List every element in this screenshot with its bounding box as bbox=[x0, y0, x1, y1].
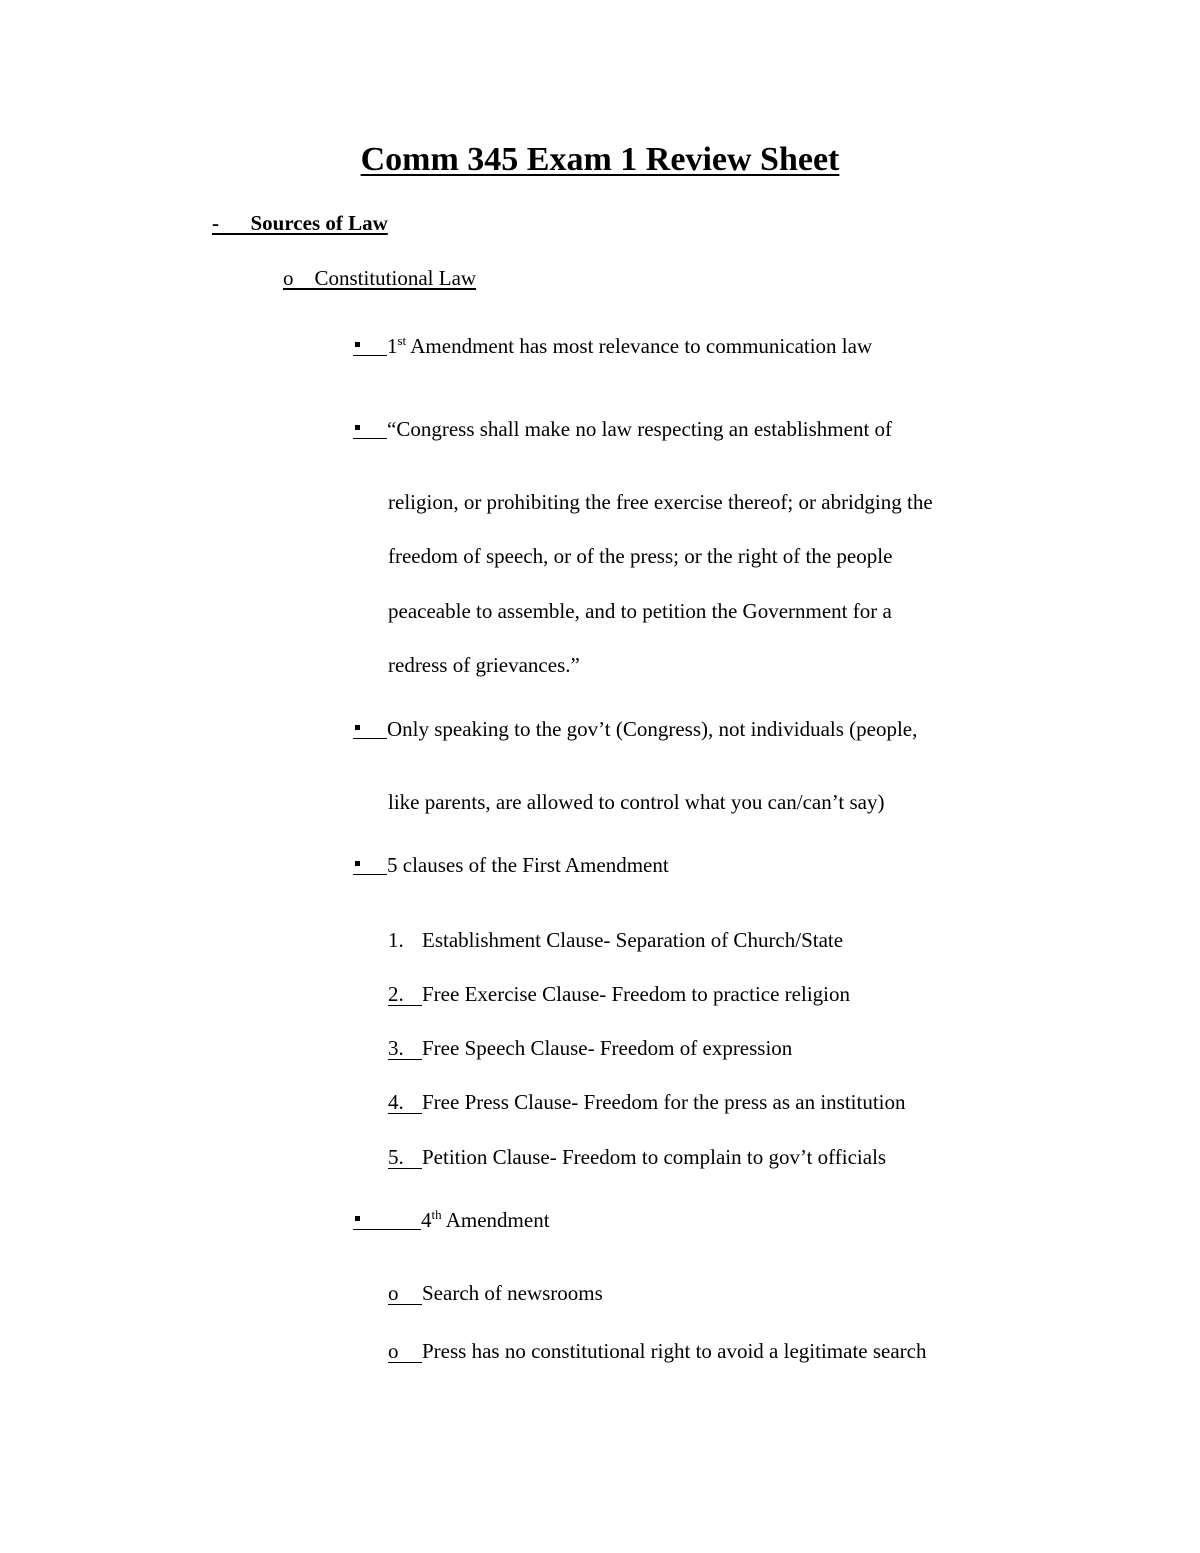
bullet-ordinal: 1 bbox=[387, 334, 398, 358]
sub-list-item-text: Search of newsrooms bbox=[422, 1281, 603, 1305]
subheading-label: Constitutional Law bbox=[314, 266, 477, 290]
heading-label: Sources of Law bbox=[250, 211, 388, 235]
page-title bbox=[0, 140, 1200, 180]
circle-bullet-marker: o bbox=[388, 1340, 422, 1363]
square-bullet-icon bbox=[353, 416, 387, 439]
list-item bbox=[388, 1090, 906, 1114]
bullet-item bbox=[353, 416, 892, 441]
sub-list-item-text: Press has no constitutional right to avoid a legitimate search bbox=[422, 1339, 927, 1363]
page-title-text: Comm 345 Exam 1 Review Sheet bbox=[360, 141, 840, 178]
list-number: 2. bbox=[388, 983, 422, 1006]
bullet-ordinal: 4 bbox=[421, 1208, 432, 1232]
bullet-item bbox=[353, 852, 669, 877]
bullet-continuation-line: like parents, are allowed to control what you can/can’t say) bbox=[388, 790, 885, 814]
list-item-text: Free Speech Clause- Freedom of expression bbox=[422, 1036, 793, 1060]
list-number: 3. bbox=[388, 1037, 422, 1060]
bullet-continuation-line: redress of grievances.” bbox=[388, 653, 580, 677]
circle-bullet-marker: o bbox=[388, 1282, 422, 1305]
bullet-continuation-line: religion, or prohibiting the free exercise thereof; or abridging the bbox=[388, 490, 933, 514]
list-item bbox=[388, 1145, 886, 1169]
sub-list-item bbox=[388, 1281, 603, 1305]
list-item bbox=[388, 1036, 792, 1060]
bullet-text: Amendment has most relevance to communication law bbox=[406, 334, 873, 358]
list-item-text: Establishment Clause- Separation of Church/State bbox=[422, 928, 844, 952]
subheading bbox=[283, 266, 476, 290]
bullet-text: 5 clauses of the First Amendment bbox=[387, 853, 669, 877]
heading-marker: - bbox=[212, 211, 219, 235]
section-heading bbox=[212, 211, 388, 235]
list-number: 5. bbox=[388, 1146, 422, 1169]
square-bullet-icon bbox=[353, 716, 387, 739]
list-number: 4. bbox=[388, 1091, 422, 1114]
bullet-text-line: “Congress shall make no law respecting an establishment of bbox=[387, 417, 893, 441]
square-bullet-icon bbox=[353, 852, 387, 875]
heading-marker-gap bbox=[219, 211, 251, 235]
bullet-continuation-line: freedom of speech, or of the press; or the right of the people bbox=[388, 544, 893, 568]
bullet-item bbox=[353, 1207, 550, 1232]
subheading-marker: o bbox=[283, 266, 294, 290]
list-item-text: Free Press Clause- Freedom for the press as an institution bbox=[422, 1090, 906, 1114]
list-item bbox=[388, 982, 850, 1006]
list-item-text: Petition Clause- Freedom to complain to gov’t officials bbox=[422, 1145, 887, 1169]
bullet-ordinal-suffix: th bbox=[431, 1207, 442, 1222]
bullet-text-line: Only speaking to the gov’t (Congress), not individuals (people, bbox=[387, 717, 918, 741]
bullet-ordinal-suffix: st bbox=[397, 333, 407, 348]
bullet-item bbox=[353, 716, 917, 741]
bullet-text: Amendment bbox=[441, 1208, 550, 1232]
list-item bbox=[388, 928, 843, 952]
bullet-continuation-line: peaceable to assemble, and to petition the Government for a bbox=[388, 599, 892, 623]
square-bullet-icon bbox=[353, 1207, 421, 1230]
sub-list-item bbox=[388, 1339, 926, 1363]
square-bullet-icon bbox=[353, 333, 387, 356]
list-number: 1. bbox=[388, 928, 404, 952]
bullet-item bbox=[353, 333, 872, 358]
subheading-marker-gap bbox=[294, 266, 315, 290]
list-item-text: Free Exercise Clause- Freedom to practice religion bbox=[422, 982, 850, 1006]
